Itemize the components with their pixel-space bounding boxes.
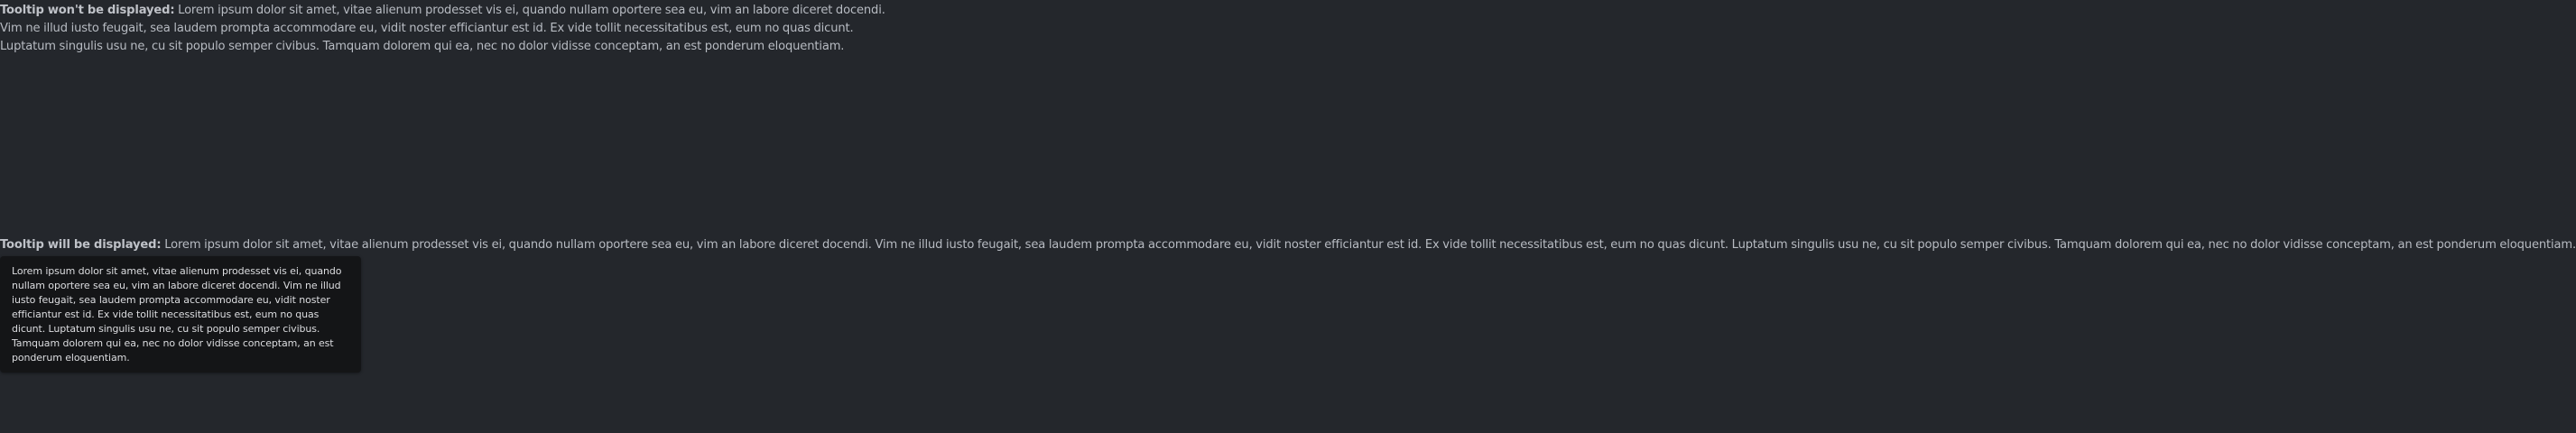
paragraph-label-with-tooltip: Tooltip will be displayed: [0, 238, 162, 252]
truncated-body: Lorem ipsum dolor sit amet, vitae alienum prodesset vis ei, quando nullam oportere sea eu, vim an labore diceret docendi. Vim ne illud iusto feugait, sea laudem prompta accommodare eu, vidit noster efficiantur est id. Ex vide tollit necessitatibus est, eum no quas dicunt. Luptatum singulis usu ne, cu sit populo semper civibus. Tamquam dolorem qui ea, nec no dolor vidisse conceptam, an est ponderum eloquentiam. [164, 238, 2576, 252]
paragraph-label-no-tooltip: Tooltip won't be displayed: [0, 4, 175, 17]
paragraph-body: Lorem ipsum dolor sit amet, vitae alienum prodesset vis ei, quando nullam oportere sea eu, vim an labore diceret docendi. Vim ne illud iusto feugait, sea laudem prompta accommodare eu, vidit noster efficiantur est id. Ex vide tollit necessitatibus est, eum no quas dicunt. Luptatum singulis usu ne, cu sit populo semper civibus. Tamquam dolorem qui ea, nec no dolor vidisse conceptam, an est ponderum eloquentiam. [0, 4, 885, 53]
tooltip-text: Lorem ipsum dolor sit amet, vitae alienum prodesset vis ei, quando nullam oportere sea eu, vim an labore diceret docendi. Vim ne illud iusto feugait, sea laudem prompta accommodare eu, vidit noster efficiantur est id. Ex vide tollit necessitatibus est, eum no quas dicunt. Luptatum singulis usu ne, cu sit populo semper civibus. Tamquam dolorem qui ea, nec no dolor vidisse conceptam, an est ponderum eloquentiam. [12, 265, 342, 364]
truncated-text-line[interactable] [0, 236, 2576, 254]
full-text-paragraph [0, 2, 899, 56]
tooltip [0, 256, 361, 373]
